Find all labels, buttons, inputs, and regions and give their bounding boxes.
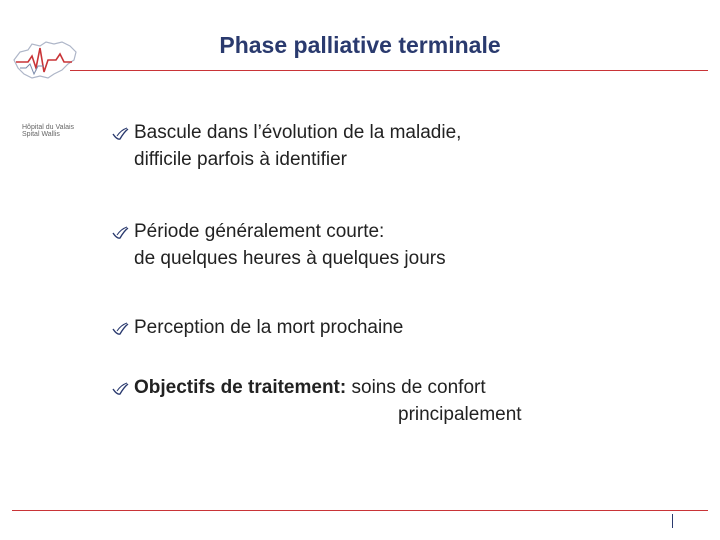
valais-map-icon: [10, 38, 80, 86]
logo-text-fr: Hôpital du Valais: [22, 124, 75, 131]
bullet-line: difficile parfois à identifier: [134, 149, 347, 170]
page-number-marker: [672, 514, 673, 528]
footer-divider: [12, 510, 708, 511]
bullet-text: [134, 218, 446, 272]
bullet-text: [134, 314, 403, 341]
bullet-line: Bascule dans l’évolution de la maladie,: [134, 122, 462, 143]
bullet-text: [134, 119, 461, 173]
bullet-bold-label: Objectifs de traitement:: [134, 377, 347, 398]
checkmark-arrow-icon: [112, 382, 129, 396]
checkmark-arrow-icon: [112, 226, 129, 240]
hospital-logo: [10, 38, 80, 138]
bullet-line: principalement: [398, 404, 522, 425]
bullet-line: Perception de la mort prochaine: [134, 317, 404, 338]
slide-title: Phase palliative terminale: [219, 32, 501, 58]
bullet-line: Période généralement courte:: [134, 221, 385, 242]
checkmark-arrow-icon: [112, 127, 129, 141]
bullet-line: [134, 374, 522, 401]
logo-text-de: Spital Wallis: [22, 131, 60, 138]
bullet-text: [134, 374, 522, 428]
checkmark-arrow-icon: [112, 322, 129, 336]
bullet-line: de quelques heures à quelques jours: [134, 248, 446, 269]
title-divider: [70, 70, 708, 71]
bullet-rest: soins de confort: [346, 377, 486, 398]
